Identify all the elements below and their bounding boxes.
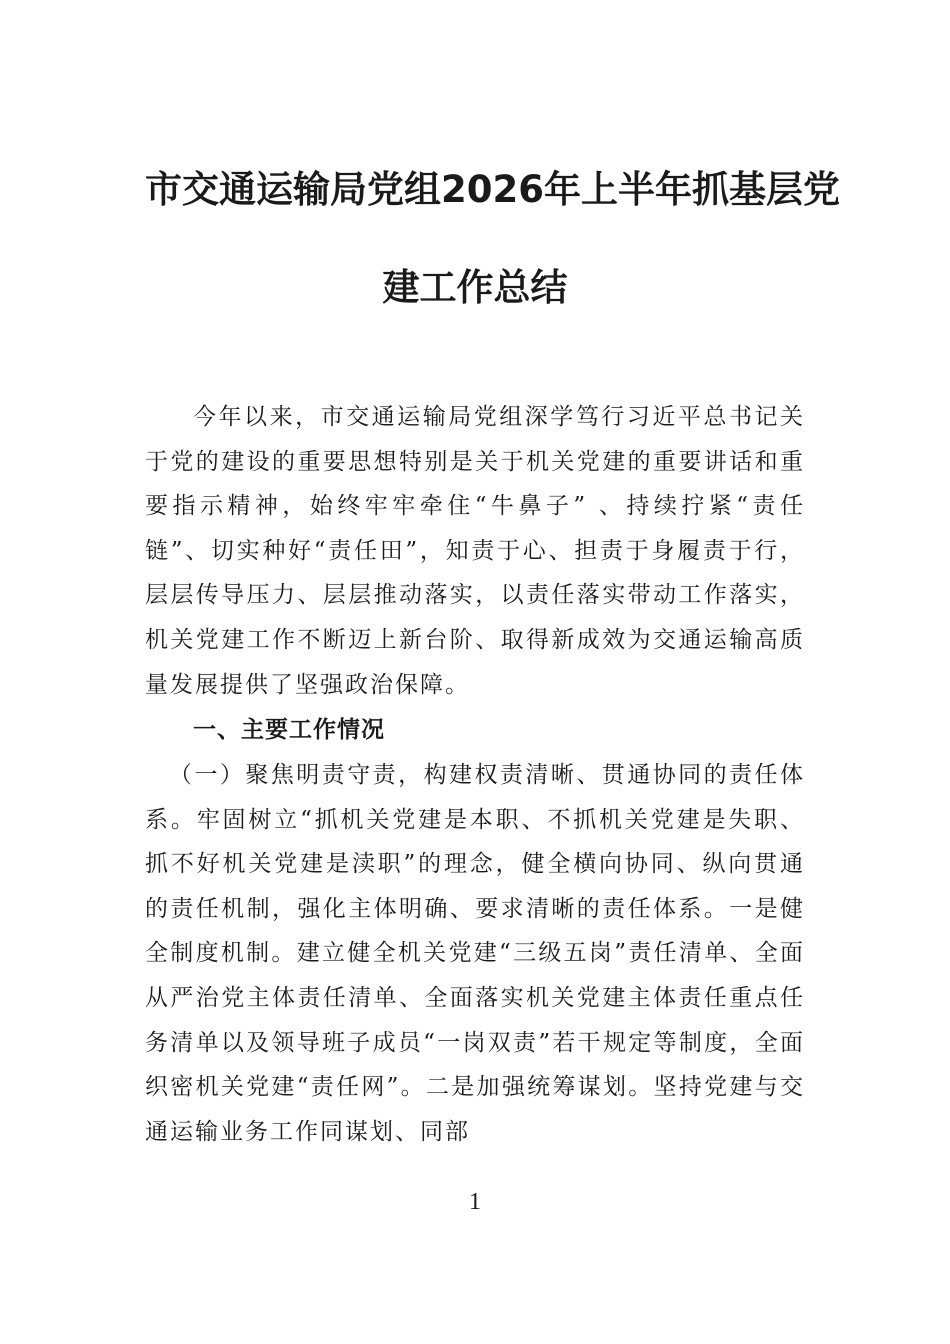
intro-paragraph: 今年以来，市交通运输局党组深学笃行习近平总书记关于党的建设的重要思想特别是关于机关党建的重要讲话和重要指示精神，始终牢牢牵住“牛鼻子” 、持续拧紧“责任链”、切实种好“责任田”，知责于心、担责于身履责于行，层层传导压力、层层推动落实，以责任落实带动工作落实，机关党建工作不断迈上新台阶、取得新成效为交通运输高质量发展提供了坚强政治保障。 — [145, 404, 805, 698]
section-heading-main-work: 一、主要工作情况 — [193, 717, 385, 743]
document-title-line-2: 建工作总结 — [382, 266, 568, 309]
body-paragraph-responsibility-system: （一）聚焦明责守责，构建权责清晰、贯通协同的责任体系。牢固树立“抓机关党建是本职、不抓机关党建是失职、抓不好机关党建是渎职”的理念，健全横向协同、纵向贯通的责任机制，强化主体明确、要求清晰的责任体系。一是健全制度机制。建立健全机关党建“三级五岗”责任清单、全面从严治党主体责任清单、全面落实机关党建主体责任重点任务清单以及领导班子成员“一岗双责”若干规定等制度，全面织密机关党建“责任网”。二是加强统筹谋划。坚持党建与交通运输业务工作同谋划、同部 — [145, 762, 805, 1145]
document-title-line-1: 市交通运输局党组2026年上半年抓基层党 — [145, 168, 840, 211]
page-number: 1 — [469, 1189, 481, 1215]
